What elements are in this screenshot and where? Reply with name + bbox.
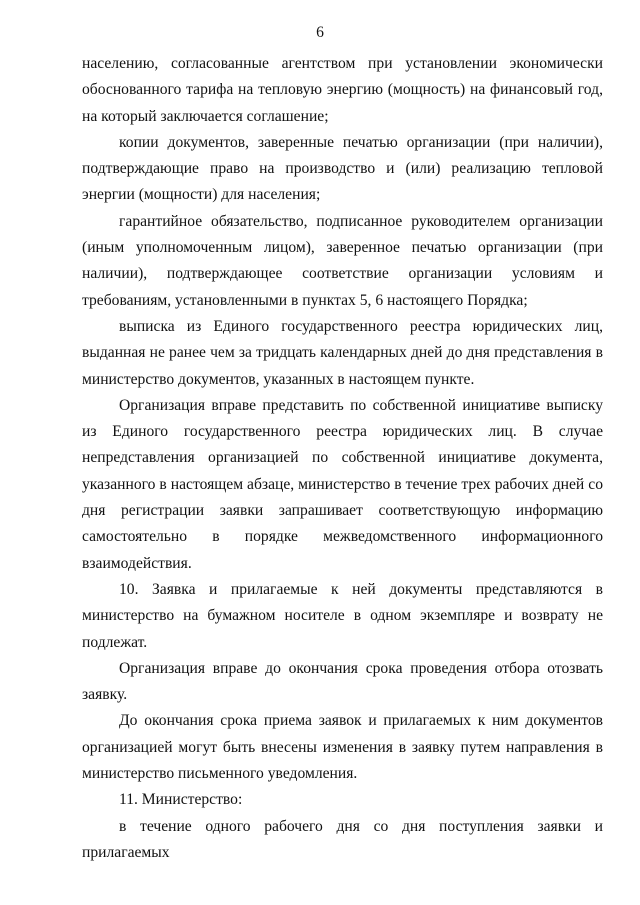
paragraph: копии документов, заверенные печатью организации (при наличии), подтверждающие право на производство и (или) реализацию тепловой энергии (мощности) для населения; — [82, 133, 603, 204]
paragraph: населению, согласованные агентством при установлении экономически обоснованного тарифа на тепловую энергию (мощность) на финансовый год, на который заключается соглашение; — [82, 55, 603, 125]
page-number: 6 — [316, 24, 324, 41]
paragraph: 11. Министерство: — [119, 791, 243, 809]
paragraph: в течение одного рабочего дня со дня поступления заявки и прилагаемых — [82, 817, 603, 861]
paragraph: Организация вправе представить по собственной инициативе выписку из Единого государственного реестра юридических лиц. В случае непредставления организацией по собственной инициативе документа, указанного в настоящем абзаце, министерство в течение трех рабочих дней со дня регистрации заявки запрашивает соответствующую информацию самостоятельно в порядке межведомственного информационного взаимодействия. — [82, 396, 603, 572]
paragraph: Организация вправе до окончания срока проведения отбора отозвать заявку. — [82, 659, 603, 704]
paragraph: 10. Заявка и прилагаемые к ней документы представляются в министерство на бумажном носителе в одном экземпляре и возврату не подлежат. — [82, 580, 603, 651]
paragraph: гарантийное обязательство, подписанное руководителем организации (иным уполномоченным лицом), заверенное печатью организации (при наличии), подтверждающее соответствие организации условиям и требованиям, установленными в пунктах 5, 6 настоящего Порядка; — [82, 212, 603, 309]
paragraph: выписка из Единого государственного реестра юридических лиц, выданная не ранее чем за тридцать календарных дней до дня представления в министерство документов, указанных в настоящем пункте. — [82, 317, 603, 388]
paragraph: До окончания срока приема заявок и прилагаемых к ним документов организацией могут быть внесены изменения в заявку путем направления в министерство письменного уведомления. — [82, 712, 603, 783]
document-body — [82, 51, 603, 866]
